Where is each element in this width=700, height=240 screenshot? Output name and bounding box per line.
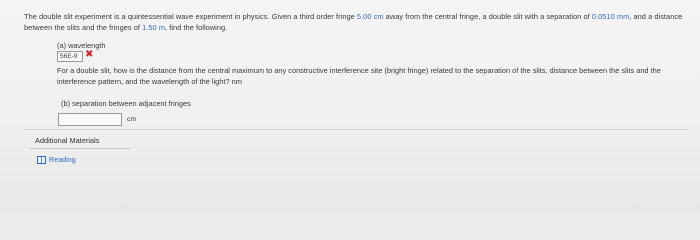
question-text — [24, 12, 688, 33]
part-a-feedback: For a double slit, how is the distance from the central maximum to any constructive interference site (bright fringe) related to the separation of the slits, distance between the slits and the interference pattern, and the wavelength of the light? nm — [57, 66, 661, 86]
part-a-label: (a) wavelength — [57, 41, 106, 50]
reading-link-label: Reading — [49, 155, 76, 164]
slit-separation-value: 0.0510 mm — [591, 12, 630, 21]
part-b-label: (b) separation between adjacent fringes — [61, 99, 191, 108]
additional-materials-title: Additional Materials — [35, 136, 100, 145]
book-icon — [37, 156, 46, 164]
part-b-answer-input[interactable] — [58, 113, 122, 126]
section-divider — [24, 129, 688, 130]
question-part-2: away from the central fringe, a double slit with a separation of — [383, 12, 592, 21]
reading-link[interactable] — [37, 155, 76, 164]
question-part-4: , find the following. — [165, 22, 228, 32]
fringe-distance-value: 5.00 cm — [356, 12, 384, 21]
screen-distance-value: 1.50 m — [142, 22, 166, 32]
cross-icon: ✖ — [85, 49, 94, 60]
question-part-1: The double slit experiment is a quintessential wave experiment in physics. Given a third order fringe — [24, 12, 357, 21]
part-a-answer-field[interactable]: 56E-9 — [57, 51, 83, 62]
materials-divider — [30, 148, 130, 149]
question-part-3: , and a distance between the slits and the fringes of — [24, 12, 683, 32]
part-b-unit: cm — [127, 116, 137, 123]
